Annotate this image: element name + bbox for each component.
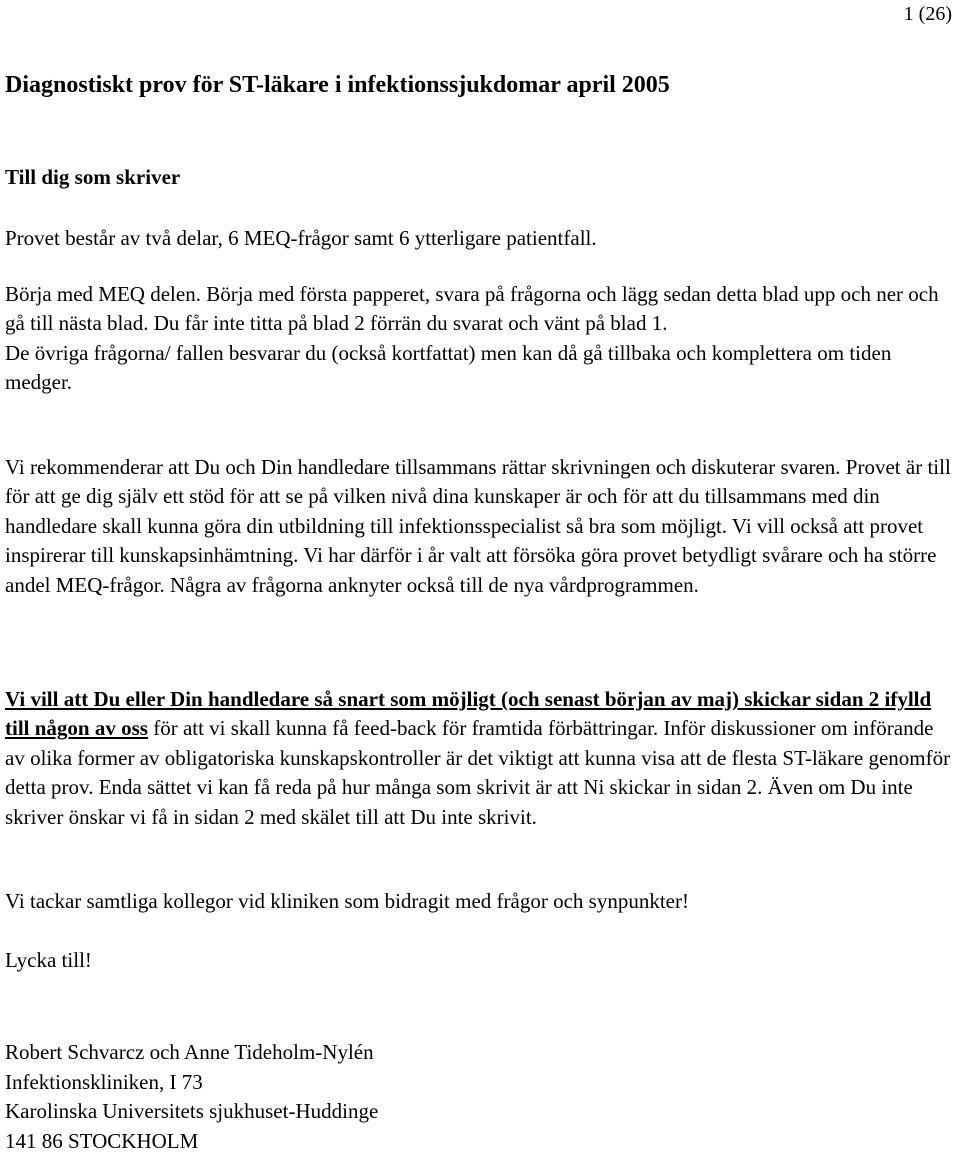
paragraph-feedback xyxy=(5,685,957,832)
document-title: Diagnostiskt prov för ST-läkare i infektionssjukdomar april 2005 xyxy=(5,70,670,100)
address-line-authors: Robert Schvarcz och Anne Tideholm-Nylén xyxy=(5,1038,378,1068)
paragraph-recommendation: Vi rekommenderar att Du och Din handledare tillsammans rättar skrivningen och diskuterar svaren. Provet är till för att ge dig själv ett stöd för att se på vilken nivå dina kunskaper är och för att du tillsammans med din handledare skall kunna göra din utbildning till infektionsspecialist så bra som möjligt. Vi vill också att provet inspirerar till kunskapsinhämtning. Vi har därför i år valt att försöka göra provet betydligt svårare och ha större andel MEQ-frågor. Några av frågorna anknyter också till de nya vårdprogrammen. xyxy=(5,453,957,600)
paragraph-intro: Provet består av två delar, 6 MEQ-frågor samt 6 ytterligare patientfall. xyxy=(5,224,957,253)
instructions-other: De övriga frågorna/ fallen besvarar du (också kortfattat) men kan då gå tillbaka och komplettera om tiden medger. xyxy=(5,339,957,398)
paragraph-good-luck: Lycka till! xyxy=(5,946,957,975)
address-block xyxy=(5,1038,378,1156)
paragraph-thanks: Vi tackar samtliga kollegor vid kliniken som bidragit med frågor och synpunkter! xyxy=(5,887,957,916)
page-number: 1 (26) xyxy=(904,2,952,26)
instructions-meq: Börja med MEQ delen. Börja med första papperet, svara på frågorna och lägg sedan detta blad upp och ner och gå till nästa blad. Du får inte titta på blad 2 förrän du svarat och vänt på blad 1. xyxy=(5,280,957,339)
feedback-text: för att vi skall kunna få feed-back för framtida förbättringar. Inför diskussioner om införande av olika former av obligatoriska kunskapskontroller är det viktigt att kunna visa att de flesta ST-läkare genomför detta prov. Enda sättet vi kan få reda på hur många som skrivit är att Ni skickar in sidan 2. Även om Du inte skriver önskar vi få in sidan 2 med skälet till att Du inte skrivit. xyxy=(5,716,950,828)
address-line-hospital: Karolinska Universitets sjukhuset-Huddinge xyxy=(5,1097,378,1127)
feedback-emphasis: Vi vill att Du eller Din handledare så snart som möjligt (och senast början av maj) skickar sidan 2 ifylld till någon av oss xyxy=(5,687,931,740)
paragraph-instructions xyxy=(5,280,957,398)
section-heading: Till dig som skriver xyxy=(5,164,180,190)
address-line-department: Infektionskliniken, I 73 xyxy=(5,1068,378,1098)
address-line-city: 141 86 STOCKHOLM xyxy=(5,1127,378,1156)
